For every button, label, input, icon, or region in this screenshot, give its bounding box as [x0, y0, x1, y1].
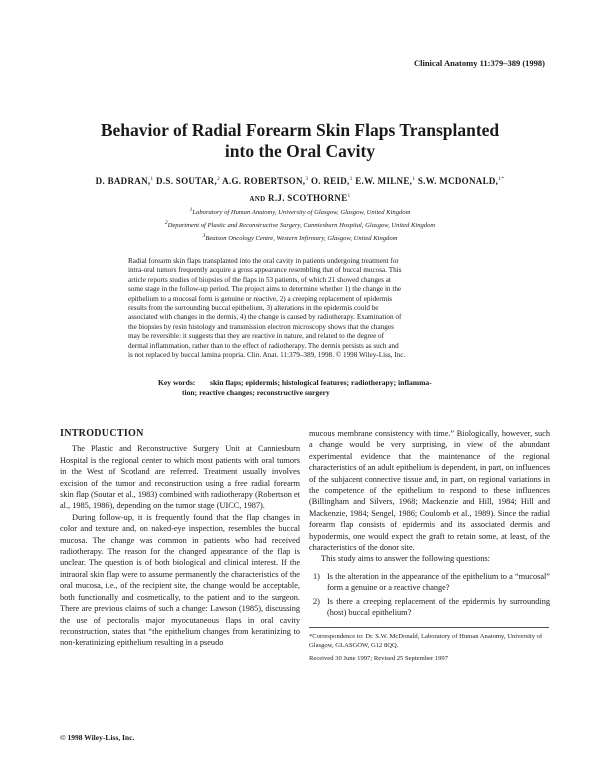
author-affil-mark: 1*	[498, 176, 505, 182]
article-title	[60, 120, 540, 162]
author-name: R.J. SCOTHORNE	[268, 193, 348, 203]
journal-citation: Clinical Anatomy 11:379–389 (1998)	[413, 58, 545, 68]
abstract-line: results from the surrounding buccal epithelium, 3) alterations in the epidermis could be	[128, 304, 379, 313]
list-number: 1)	[313, 571, 320, 581]
keywords-line-2: tion; reactive changes; reconstructive surgery	[182, 388, 330, 397]
author-line-1	[60, 172, 540, 189]
questions-list	[309, 571, 550, 619]
author-affil-mark: 1	[349, 176, 353, 182]
title-line-1: Behavior of Radial Forearm Skin Flaps Transplanted	[100, 120, 500, 140]
paragraph: During follow-up, it is frequently found that the flap changes in color and texture and, on naked-eye inspection, resembles the buccal mucosa. The change was common in patients who had received radiotherapy. The reason for the changed appearance of the flap is unclear. The question is of both biological and clinical interest. If the intraoral skin flap were to assume permanently the characteristics of the oral mucosa, i.e., of the recipient site, the change would be acceptable, both functionally and cosmetically, to the patient and to the surgeon. There are previous claims of such a change: Lawson (1985), discussing the use of pectoralis major myocutaneous flaps in oral cavity reconstruction, states that “the epithelium changes from keratinizing to non-keratinizing epithelium resulting in a pseudo	[60, 512, 300, 648]
paragraph: The Plastic and Reconstructive Surgery Unit at Canniesburn Hospital is the regional center to which most patients with oral tumors in the West of Scotland are referred. Treatment usually involves excision of the tumor and reconstruction using a free radial forearm skin flap (Soutar et al., 1983) combined with radiotherapy (Robertson et al., 1985, 1986), depending on the tumor stage (UICC, 1987).	[60, 444, 300, 511]
keywords-label: Key words:	[158, 378, 196, 387]
list-text: Is the alteration in the appearance of the epithelium to a “mucosal” form a genuine or a reactive change?	[327, 571, 550, 593]
affiliation-mark: 1	[189, 207, 193, 213]
correspondence-note: *Correspondence to: Dr. S.W. McDonald, Laboratory of Human Anatomy, University of Glasgow, GLASGOW, G12 8QQ.	[309, 632, 543, 649]
abstract-line: is not replaced by buccal lamina propria. Clin. Anat. 11:379–389, 1998. © 1998 Wiley-Liss, Inc.	[128, 351, 406, 360]
abstract-line: epithelium to a mucosal form is genuine or reactive, 2) a creeping replacement of epidermis	[128, 294, 393, 303]
abstract-line: article reports studies of biopsies of the flaps in 53 patients, of which 21 showed changes at	[128, 275, 391, 284]
abstract-line: intra-oral tumors frequently acquire a gross appearance resembling that of buccal mucosa. This	[128, 266, 402, 275]
list-number: 2)	[313, 596, 320, 606]
copyright-footer: © 1998 Wiley-Liss, Inc.	[60, 733, 135, 742]
list-text: Is there a creeping replacement of the epidermis by surrounding (host) buccal epithelium?	[327, 596, 550, 618]
list-item	[309, 596, 550, 619]
paragraph: This study aims to answer the following questions:	[321, 554, 490, 564]
author-name: D.S. SOUTAR,	[156, 176, 217, 186]
author-affil-mark: 1	[150, 176, 154, 182]
title-line-2: into the Oral Cavity	[224, 141, 376, 161]
affiliation-text: Beatson Oncology Centre, Western Infirmary, Glasgow, United Kingdom	[205, 235, 398, 243]
affiliation	[60, 218, 540, 231]
section-heading-introduction: INTRODUCTION	[60, 428, 144, 439]
author-name: E.W. MILNE,	[355, 176, 413, 186]
received-dates: Received 30 June 1997; Revised 25 September 1997	[309, 654, 448, 662]
author-name: O. REID,	[310, 176, 350, 186]
abstract-line: the biopsies by resin histology and transmission electron microscopy shows that the changes	[128, 322, 394, 331]
affiliation	[60, 205, 540, 218]
abstract-line: dermal inflammation, rather than to the effect of radiotherapy. The dermis persists as such and	[128, 341, 399, 350]
author-name: A.G. ROBERTSON,	[222, 176, 306, 186]
affiliation-mark: 2	[164, 220, 168, 227]
paragraph: mucous membrane consistency with time.” Biologically, however, such a change would be very surprising, in view of the abundant experimental evidence that the maintenance of the regional characteristics of an adult epithelium is dependent, in part, on influences of the subjacent connective tissue and, in part, on regional variations in the competence of the epithelium to respond to these influences (Billingham and Silvers, 1968; Mackenzie and Hill, 1984; Hill and Mackenzie, 1984; Sengel, 1986; Coulomb et al., 1989). Since the radial forearm flap consists of epidermis and its associated dermis and hypodermis, one would expect the graft to retain some, at least, of the characteristics of the donor site.	[309, 429, 550, 553]
author-name: S.W. MCDONALD,	[417, 176, 499, 186]
author-affil-mark: 2	[217, 176, 221, 182]
author-affil-mark: 1	[347, 193, 351, 199]
author-affil-mark: 3	[305, 176, 309, 182]
abstract	[128, 257, 474, 360]
author-name: D. BADRAN,	[95, 176, 151, 186]
abstract-line: may be reversible: it suggests that they are reactive in nature, and related to the degree of	[128, 332, 385, 341]
author-list	[60, 172, 540, 207]
affiliations	[60, 205, 540, 245]
author-and: AND	[249, 195, 266, 203]
list-item	[309, 571, 550, 594]
affiliation	[60, 231, 540, 244]
affiliation-text: Department of Plastic and Reconstructive Surgery, Canniesburn Hospital, Glasgow, United Kingdom	[167, 222, 436, 230]
abstract-line: associated with changes in the dermis, 4) the change is caused by radiotherapy. Examination of	[128, 313, 402, 322]
affiliation-text: Laboratory of Human Anatomy, University of Glasgow, Glasgow, United Kingdom	[192, 209, 411, 217]
author-affil-mark: 1	[412, 176, 416, 182]
left-column	[60, 428, 300, 649]
footnote-divider	[309, 627, 549, 628]
affiliation-mark: 3	[202, 233, 206, 240]
abstract-line: some stage in the follow-up period. The project aims to determine whether 1) the change in the	[128, 285, 402, 294]
right-column	[309, 428, 550, 663]
abstract-line: Radial forearm skin flaps transplanted into the oral cavity in patients undergoing treatment for	[128, 257, 399, 265]
keywords-line-1: skin flaps; epidermis; histological features; radiotherapy; inflamma-	[210, 378, 432, 387]
